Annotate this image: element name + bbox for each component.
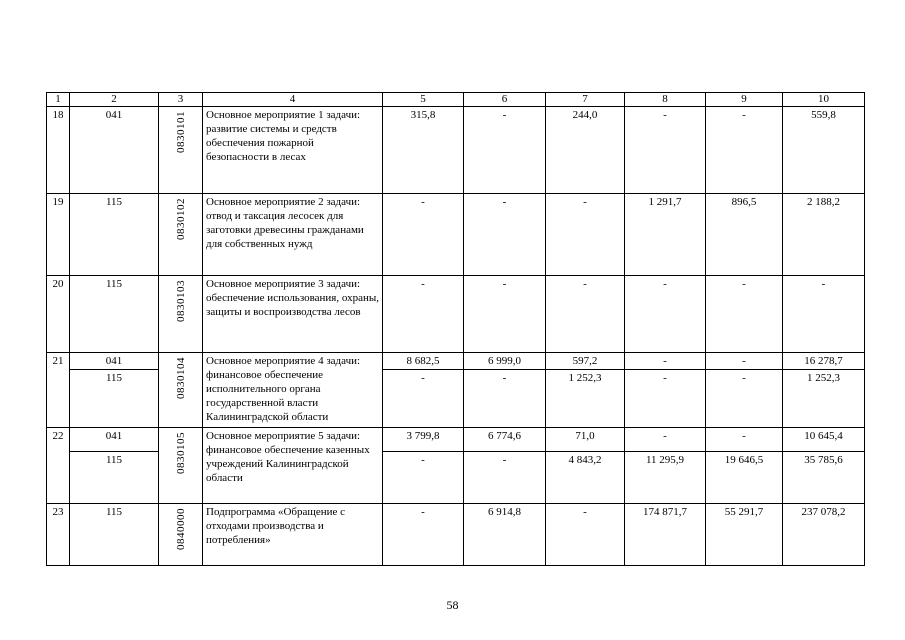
value-col10: - xyxy=(783,276,865,353)
activity-description: Основное мероприятие 5 задачи: финансовое обеспечение казенных учреждений Калининградской области xyxy=(203,428,383,504)
program-code-cell xyxy=(159,194,203,276)
value-col8: 1 291,7 xyxy=(625,194,706,276)
col-header-9: 9 xyxy=(706,93,783,107)
program-code-cell xyxy=(159,504,203,566)
activity-description: Основное мероприятие 3 задачи: обеспечение использования, охраны, защиты и воспроизводства лесов xyxy=(203,276,383,353)
col-header-10: 10 xyxy=(783,93,865,107)
grbs-code: 041 xyxy=(70,107,159,194)
value-col9: - xyxy=(706,370,783,428)
row-number: 18 xyxy=(47,107,70,194)
row-number: 19 xyxy=(47,194,70,276)
value-col8: - xyxy=(625,370,706,428)
col-header-5: 5 xyxy=(383,93,464,107)
col-header-7: 7 xyxy=(546,93,625,107)
grbs-code: 041 xyxy=(70,428,159,452)
value-col8: 11 295,9 xyxy=(625,452,706,504)
value-col9: 19 646,5 xyxy=(706,452,783,504)
value-col10: 237 078,2 xyxy=(783,504,865,566)
program-code: 0840000 xyxy=(174,508,187,550)
program-code-cell xyxy=(159,276,203,353)
value-col10: 559,8 xyxy=(783,107,865,194)
value-col5: - xyxy=(383,452,464,504)
table-row xyxy=(47,353,865,370)
table-row xyxy=(47,504,865,566)
value-col5: - xyxy=(383,370,464,428)
value-col5: - xyxy=(383,194,464,276)
value-col6: 6 774,6 xyxy=(464,428,546,452)
program-code: 0830105 xyxy=(174,432,187,474)
value-col10: 2 188,2 xyxy=(783,194,865,276)
value-col7: - xyxy=(546,194,625,276)
grbs-code: 115 xyxy=(70,504,159,566)
value-col7: 4 843,2 xyxy=(546,452,625,504)
col-header-3: 3 xyxy=(159,93,203,107)
row-number: 21 xyxy=(47,353,70,428)
value-col9: - xyxy=(706,428,783,452)
value-col7: 244,0 xyxy=(546,107,625,194)
table-row xyxy=(47,276,865,353)
value-col9: - xyxy=(706,353,783,370)
program-code-cell xyxy=(159,428,203,504)
col-header-8: 8 xyxy=(625,93,706,107)
col-header-1: 1 xyxy=(47,93,70,107)
value-col7: 71,0 xyxy=(546,428,625,452)
value-col6: - xyxy=(464,107,546,194)
value-col8: - xyxy=(625,428,706,452)
program-code-cell xyxy=(159,353,203,428)
row-number: 20 xyxy=(47,276,70,353)
value-col6: - xyxy=(464,452,546,504)
col-header-6: 6 xyxy=(464,93,546,107)
value-col6: 6 914,8 xyxy=(464,504,546,566)
value-col9: - xyxy=(706,276,783,353)
value-col10: 16 278,7 xyxy=(783,353,865,370)
value-col10: 35 785,6 xyxy=(783,452,865,504)
grbs-code: 115 xyxy=(70,276,159,353)
activity-description: Подпрограмма «Обращение с отходами производства и потребления» xyxy=(203,504,383,566)
row-number: 22 xyxy=(47,428,70,504)
value-col5: - xyxy=(383,276,464,353)
value-col8: - xyxy=(625,276,706,353)
value-col10: 10 645,4 xyxy=(783,428,865,452)
value-col5: - xyxy=(383,504,464,566)
value-col7: - xyxy=(546,504,625,566)
row-number: 23 xyxy=(47,504,70,566)
value-col8: - xyxy=(625,353,706,370)
activity-description: Основное мероприятие 2 задачи: отвод и таксация лесосек для заготовки древесины гражданами для собственных нужд xyxy=(203,194,383,276)
value-col5: 8 682,5 xyxy=(383,353,464,370)
grbs-code: 115 xyxy=(70,370,159,428)
value-col9: 896,5 xyxy=(706,194,783,276)
value-col8: - xyxy=(625,107,706,194)
col-header-4: 4 xyxy=(203,93,383,107)
value-col7: - xyxy=(546,276,625,353)
budget-table xyxy=(46,92,865,566)
value-col5: 3 799,8 xyxy=(383,428,464,452)
value-col9: - xyxy=(706,107,783,194)
value-col9: 55 291,7 xyxy=(706,504,783,566)
value-col7: 1 252,3 xyxy=(546,370,625,428)
value-col6: 6 999,0 xyxy=(464,353,546,370)
activity-description: Основное мероприятие 4 задачи: финансовое обеспечение исполнительного органа государственной власти Калининградской области xyxy=(203,353,383,428)
table-row xyxy=(47,107,865,194)
program-code-cell xyxy=(159,107,203,194)
value-col7: 597,2 xyxy=(546,353,625,370)
value-col6: - xyxy=(464,194,546,276)
column-header-row xyxy=(47,93,865,107)
activity-description: Основное мероприятие 1 задачи: развитие системы и средств обеспечения пожарной безопасности в лесах xyxy=(203,107,383,194)
program-code: 0830104 xyxy=(174,357,187,399)
program-code: 0830103 xyxy=(174,280,187,322)
value-col8: 174 871,7 xyxy=(625,504,706,566)
grbs-code: 115 xyxy=(70,194,159,276)
grbs-code: 115 xyxy=(70,452,159,504)
grbs-code: 041 xyxy=(70,353,159,370)
value-col6: - xyxy=(464,276,546,353)
value-col10: 1 252,3 xyxy=(783,370,865,428)
page-number: 58 xyxy=(446,598,459,612)
table-row xyxy=(47,194,865,276)
program-code: 0830102 xyxy=(174,198,187,240)
table-row xyxy=(47,428,865,452)
col-header-2: 2 xyxy=(70,93,159,107)
value-col6: - xyxy=(464,370,546,428)
value-col5: 315,8 xyxy=(383,107,464,194)
program-code: 0830101 xyxy=(174,111,187,153)
